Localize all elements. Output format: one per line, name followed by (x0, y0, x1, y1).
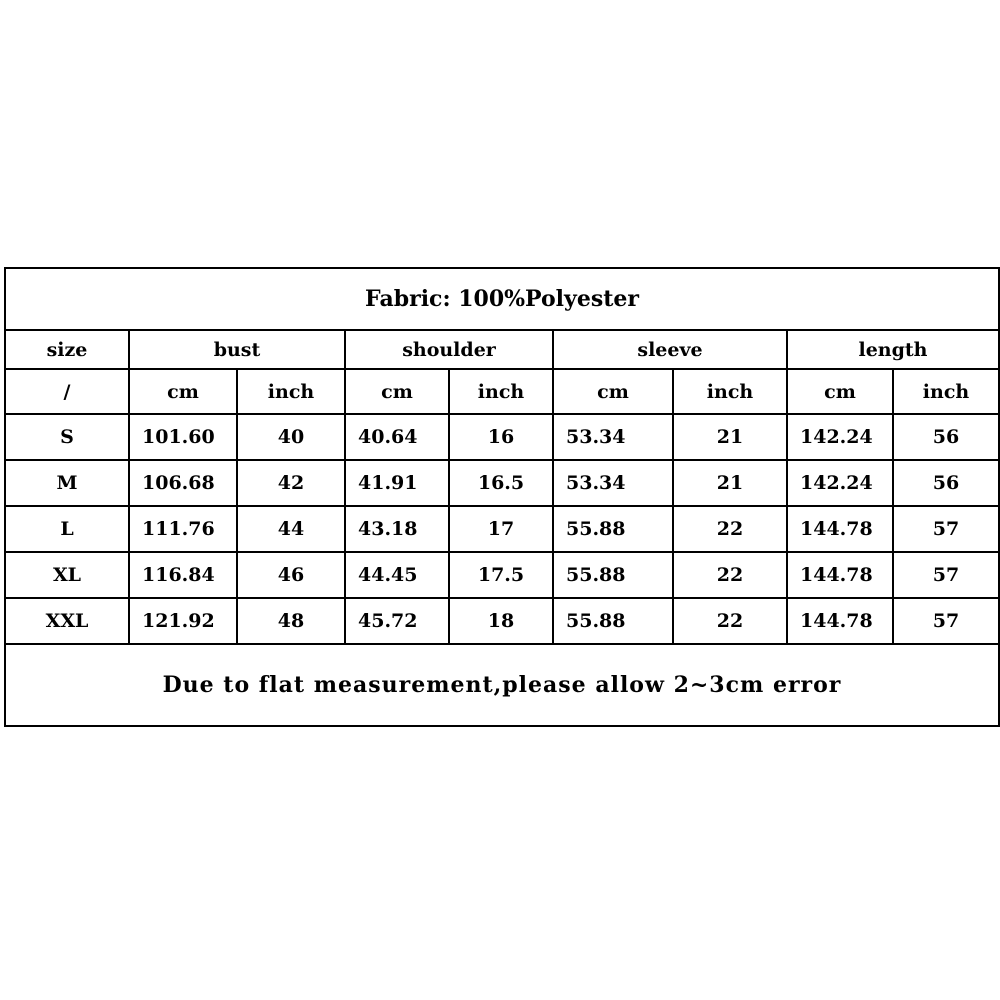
header-length: length (787, 330, 999, 369)
unit-sleeve-inch: inch (673, 369, 787, 414)
table-row (5, 460, 999, 506)
table-row (5, 552, 999, 598)
table-row (5, 414, 999, 460)
length-cm-cell: 144.78 (787, 598, 893, 644)
header-shoulder: shoulder (345, 330, 553, 369)
fabric-title: Fabric: 100%Polyester (5, 268, 999, 330)
shoulder-cm-cell: 45.72 (345, 598, 449, 644)
sleeve-inch-cell: 21 (673, 460, 787, 506)
length-inch-cell: 56 (893, 414, 999, 460)
size-cell: M (5, 460, 129, 506)
length-inch-cell: 57 (893, 552, 999, 598)
shoulder-inch-cell: 17 (449, 506, 553, 552)
footer-row (5, 644, 999, 726)
bust-cm-cell: 101.60 (129, 414, 237, 460)
size-chart-table (4, 267, 1000, 727)
bust-inch-cell: 46 (237, 552, 345, 598)
sleeve-cm-cell: 55.88 (553, 598, 673, 644)
sleeve-cm-cell: 55.88 (553, 506, 673, 552)
header-bust: bust (129, 330, 345, 369)
length-cm-cell: 144.78 (787, 506, 893, 552)
unit-length-cm: cm (787, 369, 893, 414)
shoulder-inch-cell: 16 (449, 414, 553, 460)
shoulder-cm-cell: 40.64 (345, 414, 449, 460)
shoulder-cm-cell: 41.91 (345, 460, 449, 506)
sleeve-inch-cell: 22 (673, 552, 787, 598)
length-cm-cell: 142.24 (787, 414, 893, 460)
shoulder-cm-cell: 43.18 (345, 506, 449, 552)
header-size: size (5, 330, 129, 369)
table-row (5, 506, 999, 552)
size-cell: S (5, 414, 129, 460)
sleeve-inch-cell: 22 (673, 506, 787, 552)
unit-bust-cm: cm (129, 369, 237, 414)
header-sleeve: sleeve (553, 330, 787, 369)
length-inch-cell: 57 (893, 598, 999, 644)
sleeve-inch-cell: 22 (673, 598, 787, 644)
title-row (5, 268, 999, 330)
sleeve-cm-cell: 53.34 (553, 414, 673, 460)
shoulder-cm-cell: 44.45 (345, 552, 449, 598)
length-cm-cell: 144.78 (787, 552, 893, 598)
unit-shoulder-cm: cm (345, 369, 449, 414)
length-cm-cell: 142.24 (787, 460, 893, 506)
size-cell: XXL (5, 598, 129, 644)
bust-inch-cell: 42 (237, 460, 345, 506)
footer-note: Due to flat measurement,please allow 2~3cm error (5, 644, 999, 726)
sleeve-cm-cell: 55.88 (553, 552, 673, 598)
unit-sleeve-cm: cm (553, 369, 673, 414)
shoulder-inch-cell: 16.5 (449, 460, 553, 506)
bust-cm-cell: 121.92 (129, 598, 237, 644)
bust-inch-cell: 44 (237, 506, 345, 552)
shoulder-inch-cell: 17.5 (449, 552, 553, 598)
unit-length-inch: inch (893, 369, 999, 414)
length-inch-cell: 57 (893, 506, 999, 552)
sleeve-cm-cell: 53.34 (553, 460, 673, 506)
table-row (5, 598, 999, 644)
unit-bust-inch: inch (237, 369, 345, 414)
size-cell: L (5, 506, 129, 552)
group-header-row (5, 330, 999, 369)
bust-cm-cell: 106.68 (129, 460, 237, 506)
bust-inch-cell: 48 (237, 598, 345, 644)
bust-cm-cell: 111.76 (129, 506, 237, 552)
unit-header-row (5, 369, 999, 414)
shoulder-inch-cell: 18 (449, 598, 553, 644)
unit-slash: / (5, 369, 129, 414)
length-inch-cell: 56 (893, 460, 999, 506)
size-cell: XL (5, 552, 129, 598)
sleeve-inch-cell: 21 (673, 414, 787, 460)
bust-inch-cell: 40 (237, 414, 345, 460)
unit-shoulder-inch: inch (449, 369, 553, 414)
bust-cm-cell: 116.84 (129, 552, 237, 598)
